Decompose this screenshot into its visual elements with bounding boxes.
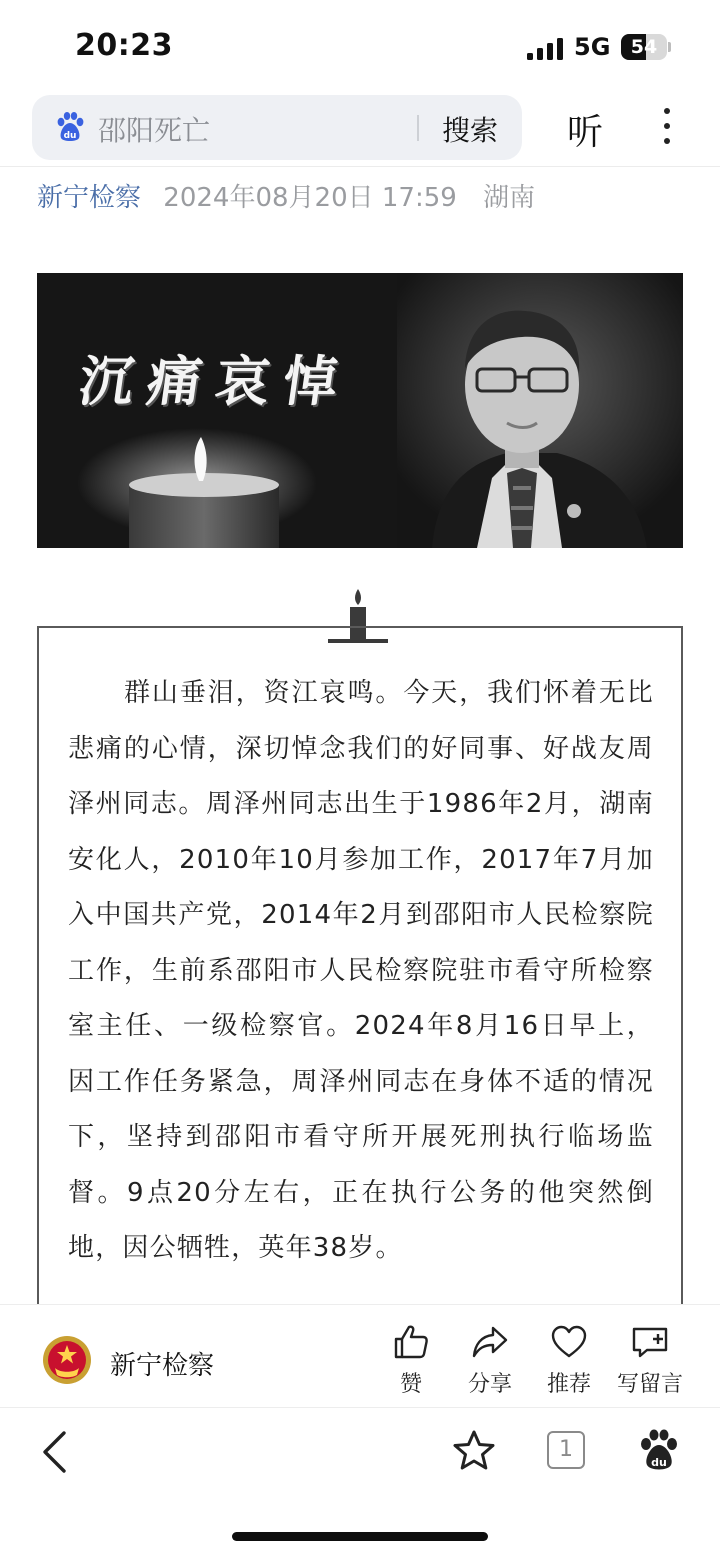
- back-icon[interactable]: [40, 1430, 68, 1474]
- signal-icon: [527, 38, 565, 60]
- comment-icon: [631, 1323, 669, 1361]
- search-bar[interactable]: [32, 95, 522, 160]
- article-meta: [37, 177, 535, 214]
- account-name[interactable]: 新宁检察: [110, 1351, 215, 1381]
- browser-nav-bar: [0, 1408, 720, 1558]
- like-label: 赞: [399, 1372, 422, 1397]
- like-button[interactable]: [371, 1323, 451, 1398]
- baidu-icon: [54, 111, 86, 143]
- recommend-button[interactable]: [529, 1323, 609, 1398]
- home-indicator: [232, 1532, 488, 1541]
- more-icon[interactable]: [661, 108, 673, 148]
- recommend-label: 推荐: [546, 1372, 591, 1397]
- author-link[interactable]: 新宁检察: [37, 183, 142, 213]
- share-label: 分享: [467, 1372, 512, 1397]
- network-type: 5G: [574, 33, 611, 61]
- header-divider: [0, 166, 720, 167]
- listen-button[interactable]: 听: [567, 112, 604, 153]
- search-button[interactable]: 搜索: [442, 114, 499, 147]
- status-bar: [0, 0, 720, 90]
- battery-icon: [621, 34, 671, 60]
- action-bar: [0, 1304, 720, 1408]
- comment-button[interactable]: [610, 1323, 690, 1398]
- status-time: 20:23: [75, 28, 173, 63]
- star-icon[interactable]: [452, 1429, 496, 1473]
- share-button[interactable]: [450, 1323, 530, 1398]
- search-input[interactable]: 邵阳死亡: [98, 114, 211, 147]
- tabs-icon[interactable]: 1: [547, 1431, 585, 1469]
- baidu-paw-icon[interactable]: [638, 1429, 680, 1471]
- svg-text:du: du: [651, 1456, 667, 1469]
- article-body: 群山垂泪，资江哀鸣。今天，我们怀着无比悲痛的心情，深切悼念我们的好同事、好战友周泽州同志。周泽州同志出生于1986年2月，湖南安化人，2010年10月参加工作，2017年7月加入中国共产党，2014年2月到邵阳市人民检察院工作，生前系邵阳市人民检察院驻市看守所检察室主任、一级检察官。2024年8月16日早上，因工作任务紧急，周泽州同志在身体不适的情况下，坚持到邵阳市看守所开展死刑执行临场监督。9点20分左右，正在执行公务的他突然倒地，因公牺牲，英年38岁。: [68, 678, 654, 1263]
- heart-icon: [550, 1323, 588, 1361]
- like-icon: [392, 1323, 430, 1361]
- search-divider: [417, 115, 419, 141]
- comment-label: 写留言: [616, 1372, 683, 1397]
- memorial-banner: [37, 273, 683, 548]
- publish-region: 湖南: [483, 183, 536, 213]
- banner-title: 沉痛哀悼: [75, 349, 357, 413]
- battery-percent: 54: [630, 36, 658, 58]
- share-icon: [471, 1323, 509, 1361]
- account-logo[interactable]: [42, 1335, 92, 1385]
- publish-time: 2024年08月20日 17:59: [163, 183, 457, 213]
- svg-text:du: du: [63, 131, 77, 141]
- article-frame: [37, 626, 683, 1326]
